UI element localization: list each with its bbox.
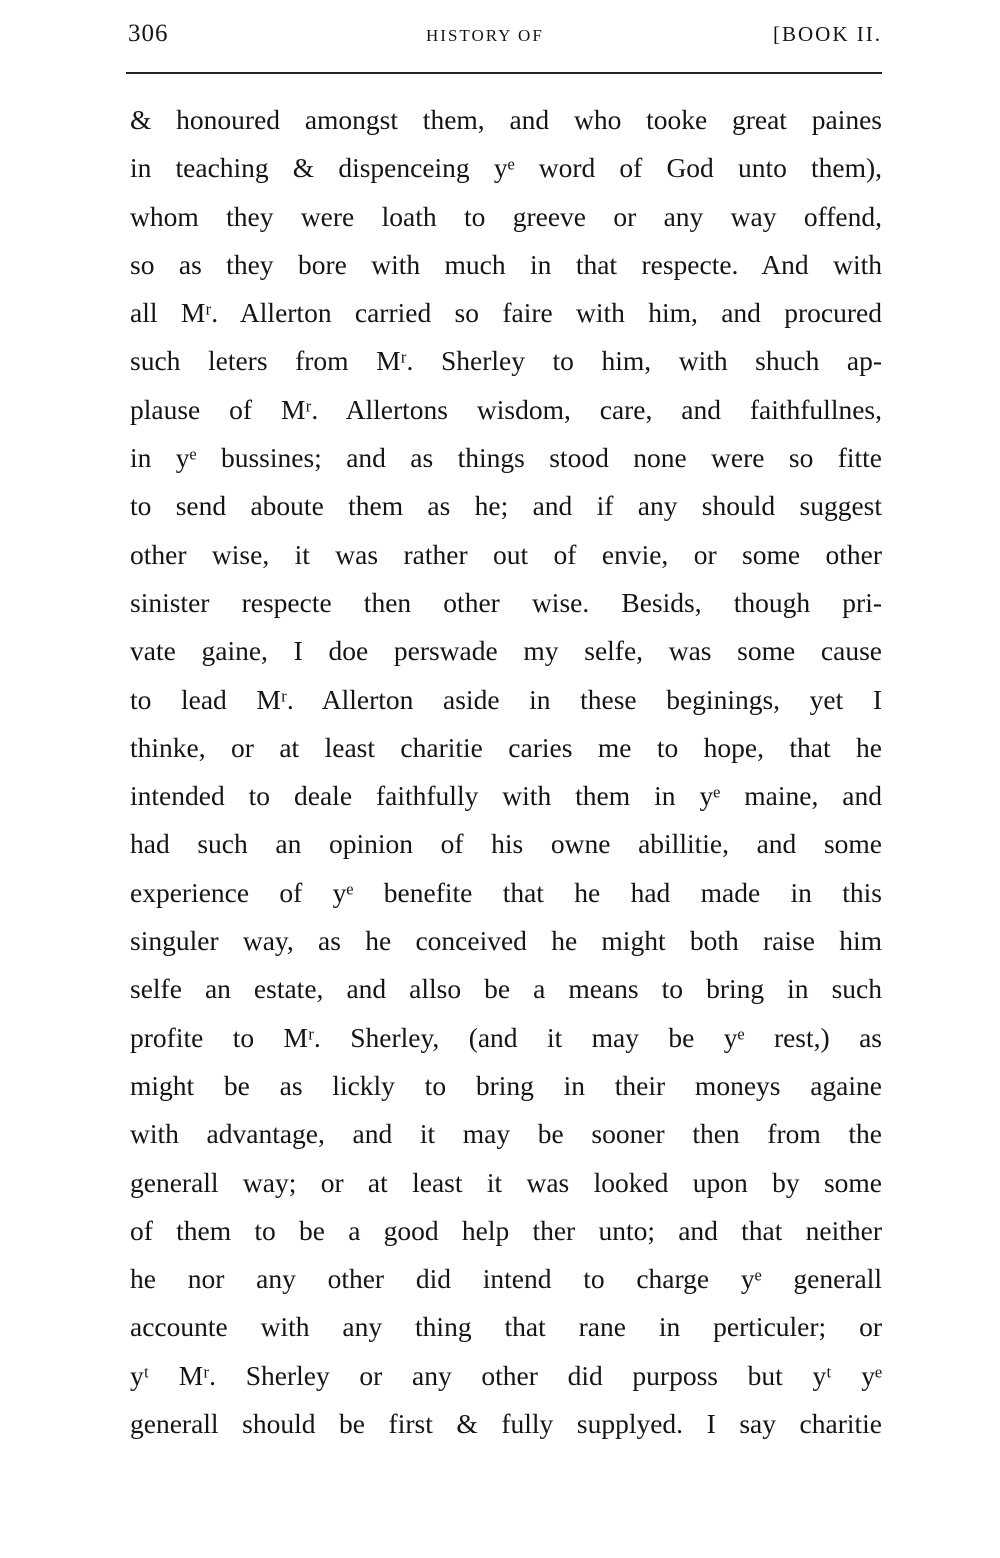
text-line: in teaching & dispenceing yᵉ word of God unto them),: [130, 152, 882, 184]
text-line: such leters from Mʳ. Sherley to him, with shuch ap-: [130, 345, 882, 377]
text-line: to lead Mʳ. Allerton aside in these beginings, yet I: [130, 683, 882, 715]
text-line: so as they bore with much in that respecte. And with: [130, 248, 882, 280]
text-line: vate gaine, I doe perswade my selfe, was some cause: [130, 635, 882, 667]
page-number: 306: [128, 20, 169, 47]
text-line: generall way; or at least it was looked upon by some: [130, 1166, 882, 1198]
header-rule: [126, 72, 882, 74]
text-line: of them to be a good help ther unto; and that neither: [130, 1214, 882, 1246]
text-line: other wise, it was rather out of envie, or some other: [130, 538, 882, 570]
text-line: all Mʳ. Allerton carried so faire with him, and procured: [130, 297, 882, 329]
text-line: intended to deale faithfully with them in yᵉ maine, and: [130, 780, 882, 812]
text-line: accounte with any thing that rane in perticuler; or: [130, 1311, 882, 1343]
running-title: HISTORY OF: [426, 26, 544, 45]
text-line: experience of yᵉ benefite that he had made in this: [130, 876, 882, 908]
text-line: he nor any other did intend to charge yᵉ generall: [130, 1263, 882, 1295]
text-line: in yᵉ bussines; and as things stood none were so fitte: [130, 442, 882, 474]
text-line: profite to Mʳ. Sherley, (and it may be yᵉ rest,) as: [130, 1021, 882, 1053]
text-line: singuler way, as he conceived he might both raise him: [130, 925, 882, 957]
body-text: [130, 96, 882, 1448]
running-head: [128, 18, 882, 58]
book-reference: [BOOK II.: [773, 22, 882, 46]
text-line: whom they were loath to greeve or any way offend,: [130, 200, 882, 232]
text-line: with advantage, and it may be sooner then from the: [130, 1118, 882, 1150]
text-line: & honoured amongst them, and who tooke great paines: [130, 104, 882, 135]
text-line: to send aboute them as he; and if any should suggest: [130, 490, 882, 522]
text-line: thinke, or at least charitie caries me to hope, that he: [130, 731, 882, 763]
text-line: yᵗ Mʳ. Sherley or any other did purposs but yᵗ yᵉ: [130, 1359, 882, 1391]
text-line: might be as lickly to bring in their moneys againe: [130, 1069, 882, 1101]
text-line: sinister respecte then other wise. Besids, though pri-: [130, 586, 882, 618]
text-line: plause of Mʳ. Allertons wisdom, care, and faithfullnes,: [130, 393, 882, 425]
text-line: selfe an estate, and allso be a means to bring in such: [130, 973, 882, 1005]
text-line: had such an opinion of his owne abillitie, and some: [130, 828, 882, 860]
text-line: generall should be first & fully supplyed. I say charitie: [130, 1408, 882, 1440]
